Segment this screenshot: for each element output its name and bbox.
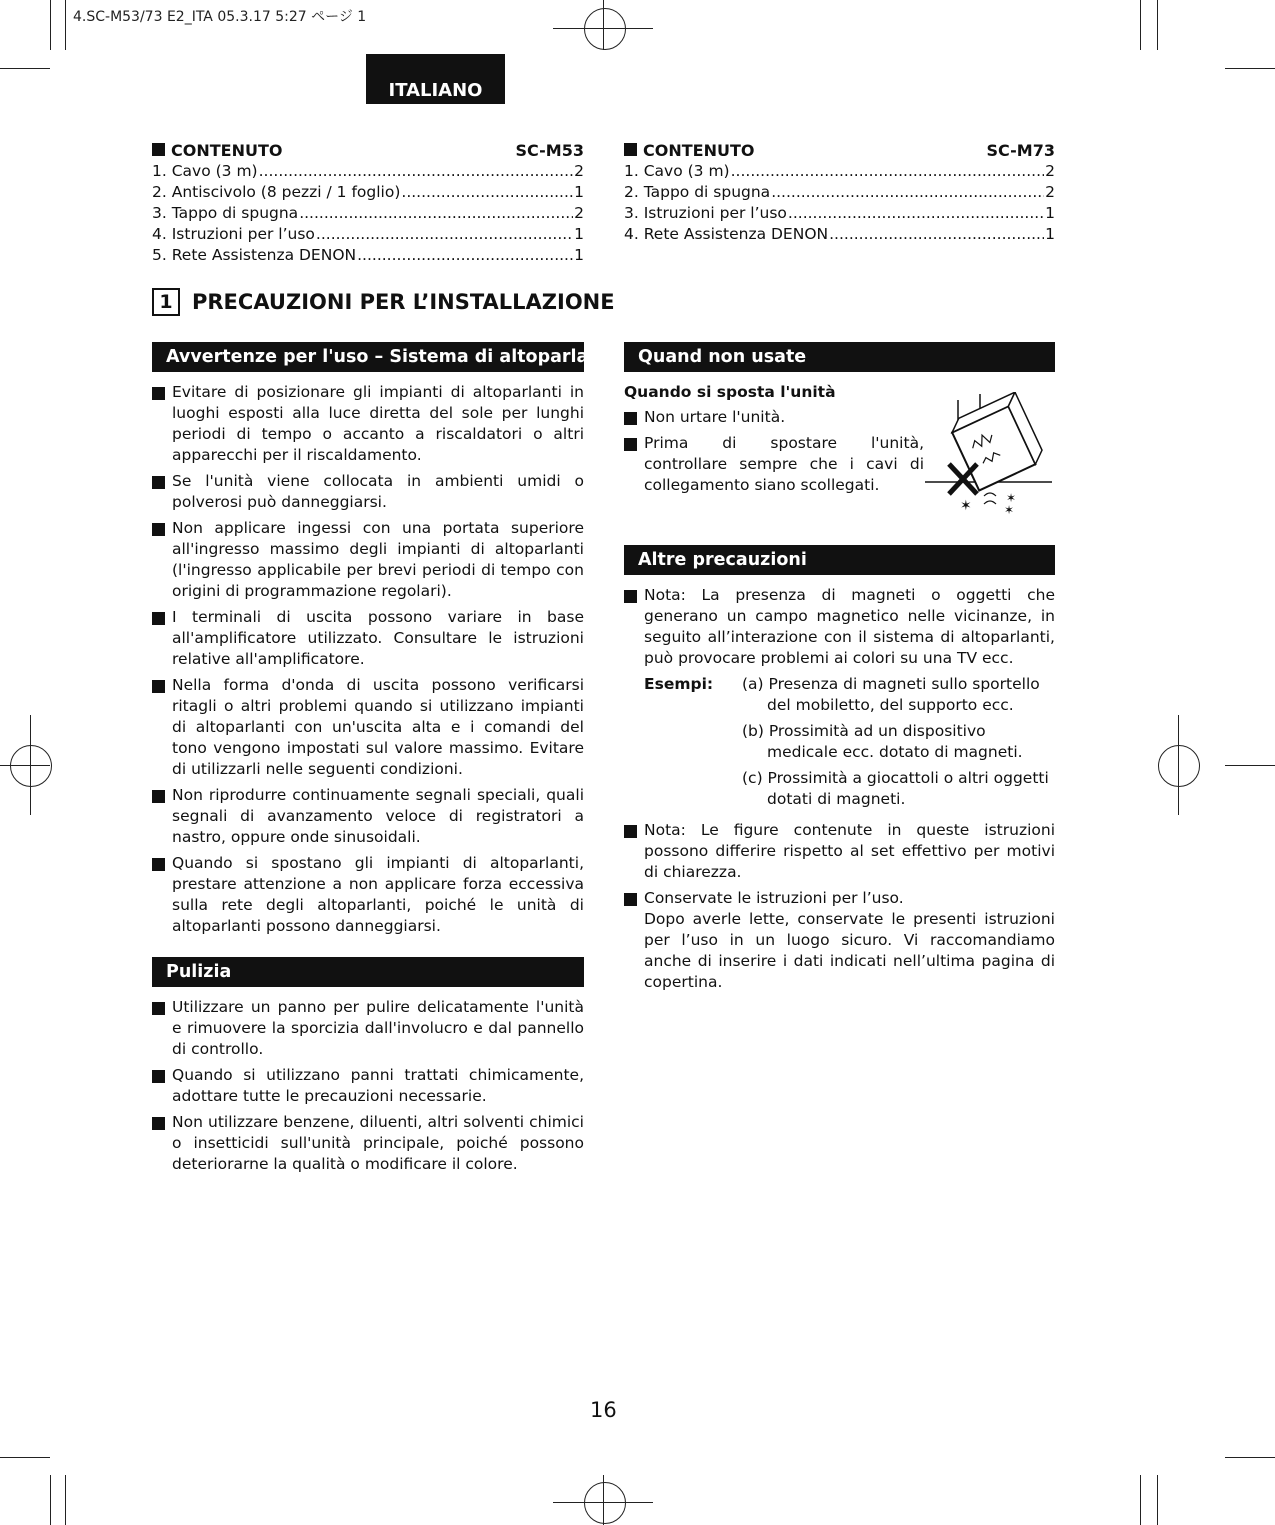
contents-item	[152, 245, 584, 266]
contents-item-label: 5. Rete Assistenza DENON	[152, 246, 357, 264]
list-item: Quando si utilizzano panni trattati chimicamente, adottare tutte le precauzioni necessarie.	[152, 1065, 584, 1107]
warnings-list	[152, 382, 584, 937]
keep-instructions-title: Conservate le istruzioni per l’uso.	[644, 889, 904, 907]
dot-leader	[731, 161, 1045, 182]
contents-item-label: 2. Antiscivolo (8 pezzi / 1 foglio)	[152, 183, 401, 201]
contents-item	[152, 161, 584, 182]
not-in-use-content	[624, 382, 924, 501]
list-item: Nota: Le figure contenute in queste istruzioni possono differire rispetto al set effettivo per motivi di chiarezza.	[624, 820, 1055, 883]
language-tab	[366, 54, 505, 104]
contents-item-label: 1. Cavo (3 m)	[624, 162, 730, 180]
contents-item-qty: 1	[1045, 225, 1055, 243]
contents-item	[152, 203, 584, 224]
contents-item-label: 2. Tappo di spugna	[624, 183, 771, 201]
list-item: Non riprodurre continuamente segnali speciali, quali segnali di avanzamento veloce di registratori a nastro, oppure onde sinusoidali.	[152, 785, 584, 848]
list-item: Quando si spostano gli impianti di altoparlanti, prestare attenzione a non applicare forza eccessiva sulla rete degli altoparlanti, poiché le unità di altoparlanti possono danneggiarsi.	[152, 853, 584, 937]
contents-item-qty: 2	[1045, 162, 1055, 180]
list-item: Se l'unità viene collocata in ambienti umidi o polverosi può danneggiarsi.	[152, 471, 584, 513]
example-item: (b) Prossimità ad un dispositivo medicale ecc. dotato di magneti.	[742, 722, 1023, 761]
contents-item-label: 1. Cavo (3 m)	[152, 162, 258, 180]
dot-leader	[316, 224, 573, 245]
contents-item-qty: 1	[574, 225, 584, 243]
list-item: Non applicare ingessi con una portata superiore all'ingresso massimo degli impianti di altoparlanti (l'ingresso applicabile per brevi periodi di tempo con origini di programmazione regolari).	[152, 518, 584, 602]
language-tab-label: ITALIANO	[388, 80, 483, 101]
contents-item-label: 4. Istruzioni per l’uso	[152, 225, 315, 243]
dot-leader	[299, 203, 573, 224]
section-number: 1	[152, 288, 180, 316]
square-bullet-icon	[152, 143, 165, 156]
list-item: Utilizzare un panno per pulire delicatamente l'unità e rimuovere la sporcizia dall'involucro e dal pannello di controllo.	[152, 997, 584, 1060]
contents-item-label: 3. Tappo di spugna	[152, 204, 299, 222]
examples-block	[644, 674, 1055, 815]
contents-item-qty: 2	[574, 204, 584, 222]
svg-text:✶: ✶	[960, 498, 972, 514]
dot-leader	[357, 245, 573, 266]
examples-list	[742, 674, 1055, 815]
page-number: 16	[590, 1398, 617, 1422]
moving-unit-subtitle: Quando si sposta l'unità	[624, 383, 836, 401]
square-bullet-icon	[624, 143, 637, 156]
keep-instructions-text: Dopo averle lette, conservate le presenti istruzioni per l’uso in un luogo sicuro. Vi raccomandiamo anche di inserire i dati indicati nell’ultima pagina di copertina.	[644, 910, 1055, 991]
warnings-title-bar: Avvertenze per l'uso – Sistema di altoparlanti	[152, 342, 584, 372]
contents-item-label: 3. Istruzioni per l’uso	[624, 204, 787, 222]
other-precautions-list	[624, 585, 1055, 669]
dropped-speaker-prohibited-icon	[922, 392, 1055, 517]
list-item: Evitare di posizionare gli impianti di altoparlanti in luoghi esposti alla luce diretta del sole per lunghi periodi di tempo o accanto a riscaldatori o altri apparecchi per il riscaldamento.	[152, 382, 584, 466]
svg-text:✶: ✶	[1006, 491, 1017, 505]
list-item: Non utilizzare benzene, diluenti, altri solventi chimici o insetticidi sull'unità principale, poiché possono deteriorarne la qualità o modificare il colore.	[152, 1112, 584, 1175]
contents-title: CONTENUTO	[171, 141, 283, 160]
contents-item-qty: 1	[574, 246, 584, 264]
list-item: Nella forma d'onda di uscita possono verificarsi ritagli o altri problemi quando si utilizzano impianti di altoparlanti con un'uscita alta e i comandi del tono vengono impostati sul valore massimo. Evitare di utilizzarli nelle seguenti condizioni.	[152, 675, 584, 780]
list-item: Non urtare l'unità.	[624, 407, 924, 428]
contents-item-qty: 1	[574, 183, 584, 201]
contents-header	[624, 140, 1055, 161]
examples-label: Esempi:	[644, 675, 714, 693]
dot-leader	[401, 182, 573, 203]
contents-item	[624, 203, 1055, 224]
contents-title: CONTENUTO	[643, 141, 755, 160]
dot-leader	[771, 182, 1044, 203]
model-label: SC-M73	[986, 141, 1055, 160]
contents-item-qty: 2	[1045, 183, 1055, 201]
section-title: PRECAUZIONI PER L’INSTALLAZIONE	[192, 290, 615, 314]
model-label: SC-M53	[515, 141, 584, 160]
cleaning-title-bar: Pulizia	[152, 957, 584, 987]
contents-item	[624, 161, 1055, 182]
contents-item	[152, 182, 584, 203]
list-item: I terminali di uscita possono variare in base all'amplificatore utilizzato. Consultare le istruzioni relative all'amplificatore.	[152, 607, 584, 670]
other-precautions-list-2	[624, 820, 1055, 993]
cleaning-list	[152, 997, 584, 1175]
list-item	[624, 888, 1055, 993]
section-heading	[152, 288, 615, 316]
contents-sc-m53	[152, 140, 584, 266]
not-in-use-title-bar: Quand non usate	[624, 342, 1055, 372]
contents-item	[624, 182, 1055, 203]
not-in-use-list	[624, 407, 924, 496]
contents-sc-m73	[624, 140, 1055, 245]
list-item: Prima di spostare l'unità, controllare sempre che i cavi di collegamento siano scollegati.	[624, 433, 924, 496]
list-item: Nota: La presenza di magneti o oggetti che generano un campo magnetico nelle vicinanze, in seguito all’interazione con il sistema di altoparlanti, può provocare problemi ai colori su una TV ecc.	[624, 585, 1055, 669]
contents-item-qty: 1	[1045, 204, 1055, 222]
example-item: (c) Prossimità a giocattoli o altri oggetti dotati di magneti.	[742, 769, 1049, 808]
contents-item	[152, 224, 584, 245]
warnings-list-container	[152, 382, 584, 942]
other-precautions-title-bar: Altre precauzioni	[624, 545, 1055, 575]
dot-leader	[788, 203, 1044, 224]
cleaning-list-container	[152, 997, 584, 1180]
svg-text:✶: ✶	[1004, 503, 1015, 517]
other-precautions-content	[624, 585, 1055, 998]
example-item: (a) Presenza di magneti sullo sportello del mobiletto, del supporto ecc.	[742, 675, 1040, 714]
dot-leader	[829, 224, 1044, 245]
dot-leader	[259, 161, 574, 182]
contents-item-qty: 2	[574, 162, 584, 180]
contents-item-label: 4. Rete Assistenza DENON	[624, 225, 829, 243]
contents-header	[152, 140, 584, 161]
print-metadata: 4.SC-M53/73 E2_ITA 05.3.17 5:27 ページ 1	[73, 9, 367, 25]
contents-item	[624, 224, 1055, 245]
